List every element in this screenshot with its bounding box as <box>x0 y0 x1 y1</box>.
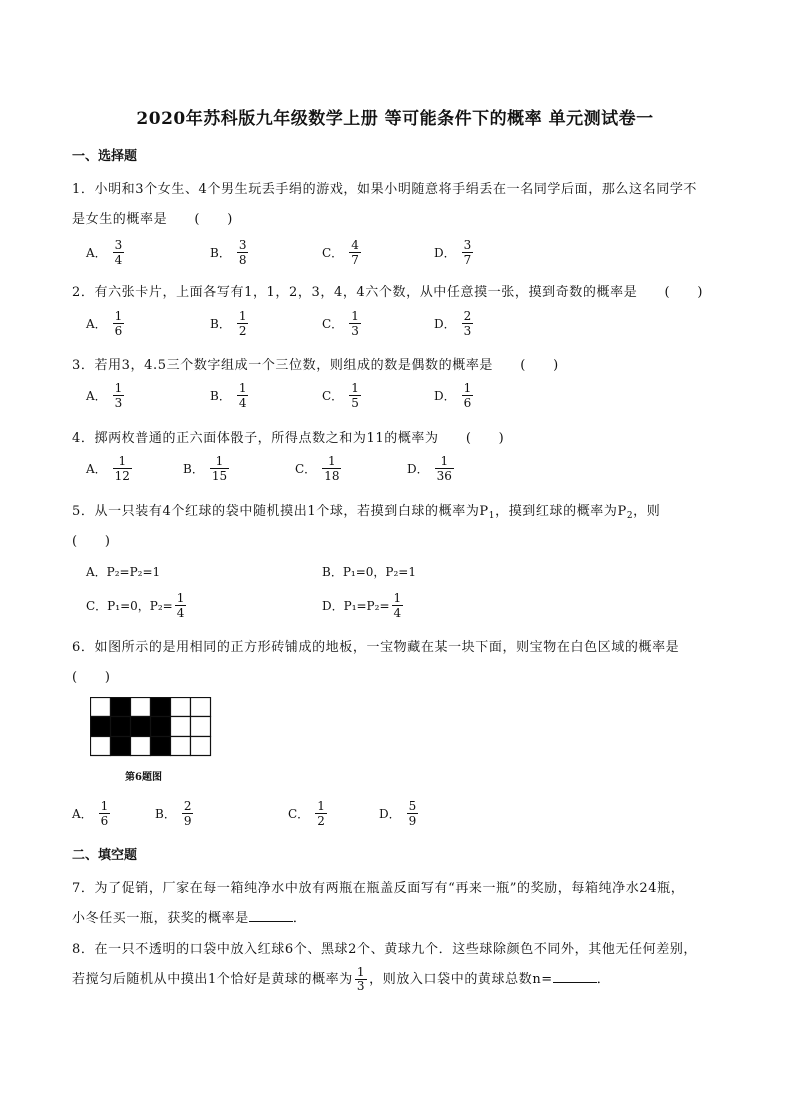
tile <box>131 737 151 756</box>
question-2-line-1: 2．有六张卡片，上面各写有1，1，2，3，4，4六个数，从中任意摸一张，摸到奇数的概率是 ( ) <box>72 285 704 300</box>
option-label: C． <box>322 246 344 260</box>
q2-option-b <box>210 309 248 338</box>
q1-option-a <box>86 238 124 267</box>
section-heading-fill-in: 二、填空题 <box>72 848 138 863</box>
tile <box>171 698 191 717</box>
option-label: B． <box>183 462 204 476</box>
tile <box>111 737 131 756</box>
figure-caption: 第6题图 <box>125 772 162 783</box>
option-label: D． <box>434 317 456 331</box>
q5-option-c: C．P₁=0，P₂= $\frac{1}{4}$ <box>86 591 185 620</box>
q4-option-d <box>407 454 454 483</box>
option-fraction: $\frac{5}{9}$ <box>408 799 417 828</box>
option-label: D． <box>434 389 456 403</box>
q4-option-a <box>86 454 132 483</box>
q3-option-c <box>322 381 361 410</box>
option-label: B． <box>155 807 176 821</box>
q3-option-d <box>434 381 473 410</box>
answer-blank <box>249 909 293 922</box>
question-3-line-1: 3．若用3，4.5三个数字组成一个三位数，则组成的数是偶数的概率是 ( ) <box>72 358 559 373</box>
tile <box>91 737 111 756</box>
q5-option-a: A．P₂=P₂=1 <box>86 565 161 579</box>
tile <box>191 737 211 756</box>
q5-option-b: B．P₁=0，P₂=1 <box>322 565 416 579</box>
q6-option-b <box>155 799 193 828</box>
floor-tile-figure <box>90 697 212 757</box>
tile <box>151 717 171 737</box>
q6-option-d <box>379 799 418 828</box>
option-fraction: $\frac{4}{7}$ <box>351 238 359 267</box>
option-fraction: $\frac{1}{4}$ <box>393 591 402 620</box>
tile <box>171 717 191 737</box>
option-label: A． <box>86 317 107 331</box>
question-5-line-2: ( ) <box>72 534 111 549</box>
q3-option-a <box>86 381 124 410</box>
question-7-line-2: 小冬任买一瓶，获奖的概率是 ． <box>72 911 307 926</box>
tile <box>111 698 131 717</box>
q4-option-c <box>295 454 341 483</box>
option-fraction: $\frac{1}{36}$ <box>436 454 452 483</box>
option-fraction: $\frac{2}{9}$ <box>183 799 192 828</box>
option-fraction: $\frac{1}{2}$ <box>238 309 247 338</box>
option-fraction: $\frac{1}{18}$ <box>324 454 340 483</box>
inline-fraction: $\frac{1}{3}$ <box>356 965 366 993</box>
tile <box>151 698 171 717</box>
q2-option-a <box>86 309 124 338</box>
tile <box>91 717 111 737</box>
option-label: D． <box>434 246 456 260</box>
tile <box>131 698 151 717</box>
q2-option-c <box>322 309 361 338</box>
option-fraction: $\frac{1}{4}$ <box>238 381 247 410</box>
option-fraction: $\frac{1}{15}$ <box>211 454 228 483</box>
option-label: C． <box>288 807 310 821</box>
q5-option-d: D．P₁=P₂= $\frac{1}{4}$ <box>322 591 402 620</box>
option-label: A． <box>86 246 107 260</box>
q2-option-d <box>434 309 473 338</box>
question-5-line-1: 5．从一只装有4个红球的袋中随机摸出1个球，若摸到白球的概率为$P_1$，摸到红球的概率为$P_2$，则 <box>72 504 661 521</box>
q3-option-b <box>210 381 248 410</box>
page-title: 2020年苏科版九年级数学上册 等可能条件下的概率 单元测试卷一 <box>136 109 654 129</box>
tile <box>191 717 211 737</box>
option-fraction: $\frac{1}{3}$ <box>114 381 123 410</box>
q4-option-b <box>183 454 229 483</box>
option-fraction: $\frac{1}{5}$ <box>351 381 359 410</box>
tile <box>151 737 171 756</box>
q1-option-b <box>210 238 248 267</box>
tile <box>191 698 211 717</box>
option-fraction: $\frac{1}{6}$ <box>114 309 123 338</box>
option-fraction: $\frac{1}{3}$ <box>351 309 359 338</box>
option-label: B． <box>210 389 231 403</box>
question-8-line-1: 8．在一只不透明的口袋中放入红球6个、黑球2个、黄球九个．这些球除颜色不同外，其他无任何差别， <box>72 942 698 957</box>
option-label: A． <box>86 462 107 476</box>
option-fraction: $\frac{3}{4}$ <box>114 238 123 267</box>
option-label: D． <box>407 462 429 476</box>
option-label: D． <box>379 807 401 821</box>
answer-blank <box>553 970 597 983</box>
option-label: A． <box>86 389 107 403</box>
option-label: C． <box>322 317 344 331</box>
q6-option-c <box>288 799 327 828</box>
option-fraction: $\frac{1}{6}$ <box>100 799 109 828</box>
option-fraction: $\frac{1}{12}$ <box>114 454 130 483</box>
tile <box>91 698 111 717</box>
option-fraction: $\frac{3}{7}$ <box>463 238 472 267</box>
option-label: A． <box>72 807 93 821</box>
question-8-line-2: 若搅匀后随机从中摸出1个恰好是黄球的概率为 $\frac{1}{3}$ ，则放入口袋中的黄球总数n= ． <box>72 965 611 993</box>
tile <box>171 737 191 756</box>
option-fraction: $\frac{2}{3}$ <box>463 309 472 338</box>
option-label: C． <box>322 389 344 403</box>
question-6-line-1: 6．如图所示的是用相同的正方形砖铺成的地板，一宝物藏在某一块下面，则宝物在白色区域的概率是 <box>72 640 680 655</box>
section-heading-choice: 一、选择题 <box>72 149 138 164</box>
option-label: B． <box>210 317 231 331</box>
question-6-line-2: ( ) <box>72 670 111 685</box>
option-fraction: $\frac{1}{6}$ <box>463 381 472 410</box>
option-fraction: $\frac{1}{4}$ <box>176 591 185 620</box>
option-label: B． <box>210 246 231 260</box>
tile <box>131 717 151 737</box>
question-4-line-1: 4．掷两枚普通的正六面体骰子，所得点数之和为11的概率为 ( ) <box>72 431 505 446</box>
question-7-line-1: 7．为了促销，厂家在每一箱纯净水中放有两瓶在瓶盖反面写有“再来一瓶”的奖励，每箱纯净水24瓶， <box>72 881 685 896</box>
question-1-line-1: 1．小明和3个女生、4个男生玩丢手绢的游戏，如果小明随意将手绢丢在一名同学后面，那么这名同学不 <box>72 182 698 197</box>
option-label: C． <box>295 462 317 476</box>
q6-option-a <box>72 799 110 828</box>
option-fraction: $\frac{3}{8}$ <box>238 238 247 267</box>
q1-option-c <box>322 238 361 267</box>
q1-option-d <box>434 238 473 267</box>
tile <box>111 717 131 737</box>
option-fraction: $\frac{1}{2}$ <box>317 799 325 828</box>
question-1-line-2: 是女生的概率是 ( ) <box>72 212 233 227</box>
